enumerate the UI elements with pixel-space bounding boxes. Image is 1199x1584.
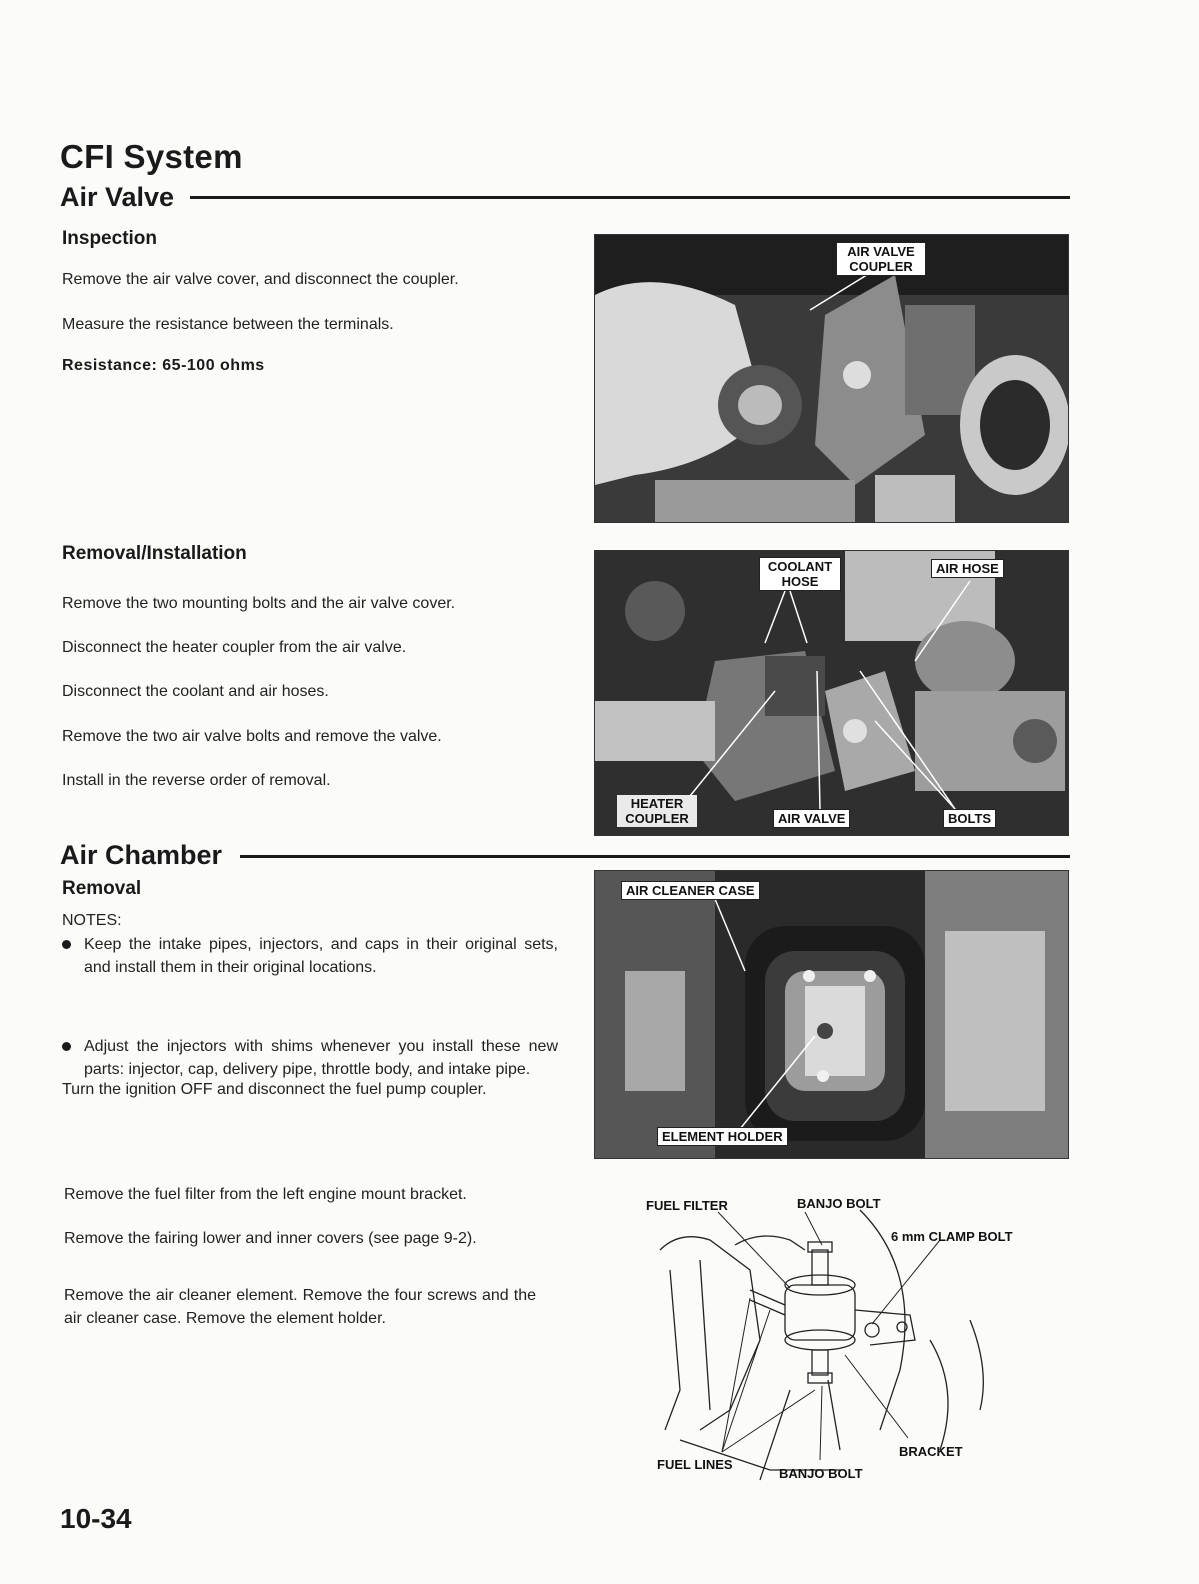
photo-air-valve-coupler [594, 234, 1069, 523]
label-banjo-bolt-bottom: BANJO BOLT [779, 1466, 863, 1481]
photo-air-valve-coupler-image [595, 235, 1068, 522]
removal-step-fairing: Remove the fairing lower and inner covers (see page 9-2). [64, 1230, 477, 1247]
removal-step-air-cleaner: Remove the air cleaner element. Remove the four screws and the air cleaner case. Remove the element holder. [64, 1287, 536, 1327]
inspection-step-1: Remove the air valve cover, and disconnect the coupler. [62, 271, 459, 288]
label-air-valve: AIR VALVE [773, 809, 850, 828]
label-fuel-lines: FUEL LINES [657, 1457, 733, 1472]
label-clamp-bolt: 6 mm CLAMP BOLT [891, 1229, 1013, 1244]
inspection-step-2: Measure the resistance between the terminals. [62, 316, 394, 333]
section-title-air-valve: Air Valve [60, 182, 178, 213]
section-title-air-chamber: Air Chamber [60, 840, 226, 871]
note-item [60, 933, 558, 979]
subheading-removal-installation: Removal/Installation [62, 543, 247, 564]
note-text: Keep the intake pipes, injectors, and caps in their original sets, and install them in their original locations. [84, 936, 558, 976]
label-fuel-filter: FUEL FILTER [646, 1198, 728, 1213]
section-rule [190, 196, 1070, 199]
page-number: 10-34 [60, 1503, 132, 1534]
resistance-spec: Resistance: 65-100 ohms [62, 357, 265, 374]
photo-air-valve-removal-image [595, 551, 1068, 835]
photo-air-cleaner-case [594, 870, 1069, 1159]
diagram-fuel-filter [640, 1190, 1060, 1490]
label-bracket: BRACKET [899, 1444, 963, 1459]
notes-label: NOTES: [62, 912, 122, 929]
subheading-inspection: Inspection [62, 228, 158, 249]
label-heater-coupler: HEATER COUPLER [617, 795, 697, 827]
removal-step-2: Disconnect the heater coupler from the air valve. [62, 639, 407, 656]
section-rule [240, 855, 1070, 858]
photo-air-cleaner-case-image [595, 871, 1068, 1158]
removal-step-4: Remove the two air valve bolts and remove the valve. [62, 728, 442, 745]
page-title: CFI System [60, 138, 243, 175]
label-air-hose: AIR HOSE [931, 559, 1004, 578]
removal-step-fuel-filter: Remove the fuel filter from the left engine mount bracket. [64, 1186, 467, 1203]
bullet-icon [62, 940, 71, 949]
label-element-holder: ELEMENT HOLDER [657, 1127, 788, 1146]
removal-step-1: Remove the two mounting bolts and the air valve cover. [62, 595, 456, 612]
label-banjo-bolt-top: BANJO BOLT [797, 1196, 881, 1211]
label-air-valve-coupler: AIR VALVE COUPLER [836, 242, 926, 276]
subheading-removal: Removal [62, 878, 142, 899]
bullet-icon [62, 1042, 71, 1051]
label-bolts: BOLTS [943, 809, 996, 828]
removal-step-3: Disconnect the coolant and air hoses. [62, 683, 329, 700]
note-text: Adjust the injectors with shims whenever you install these new parts: injector, cap, delivery pipe, throttle body, and intake pipe. [84, 1038, 558, 1078]
removal-step-ignition: Turn the ignition OFF and disconnect the fuel pump coupler. [62, 1081, 487, 1098]
label-coolant-hose: COOLANT HOSE [759, 557, 841, 591]
photo-air-valve-removal [594, 550, 1069, 836]
note-item [60, 1035, 558, 1081]
label-air-cleaner-case: AIR CLEANER CASE [621, 881, 760, 900]
removal-step-5: Install in the reverse order of removal. [62, 772, 331, 789]
